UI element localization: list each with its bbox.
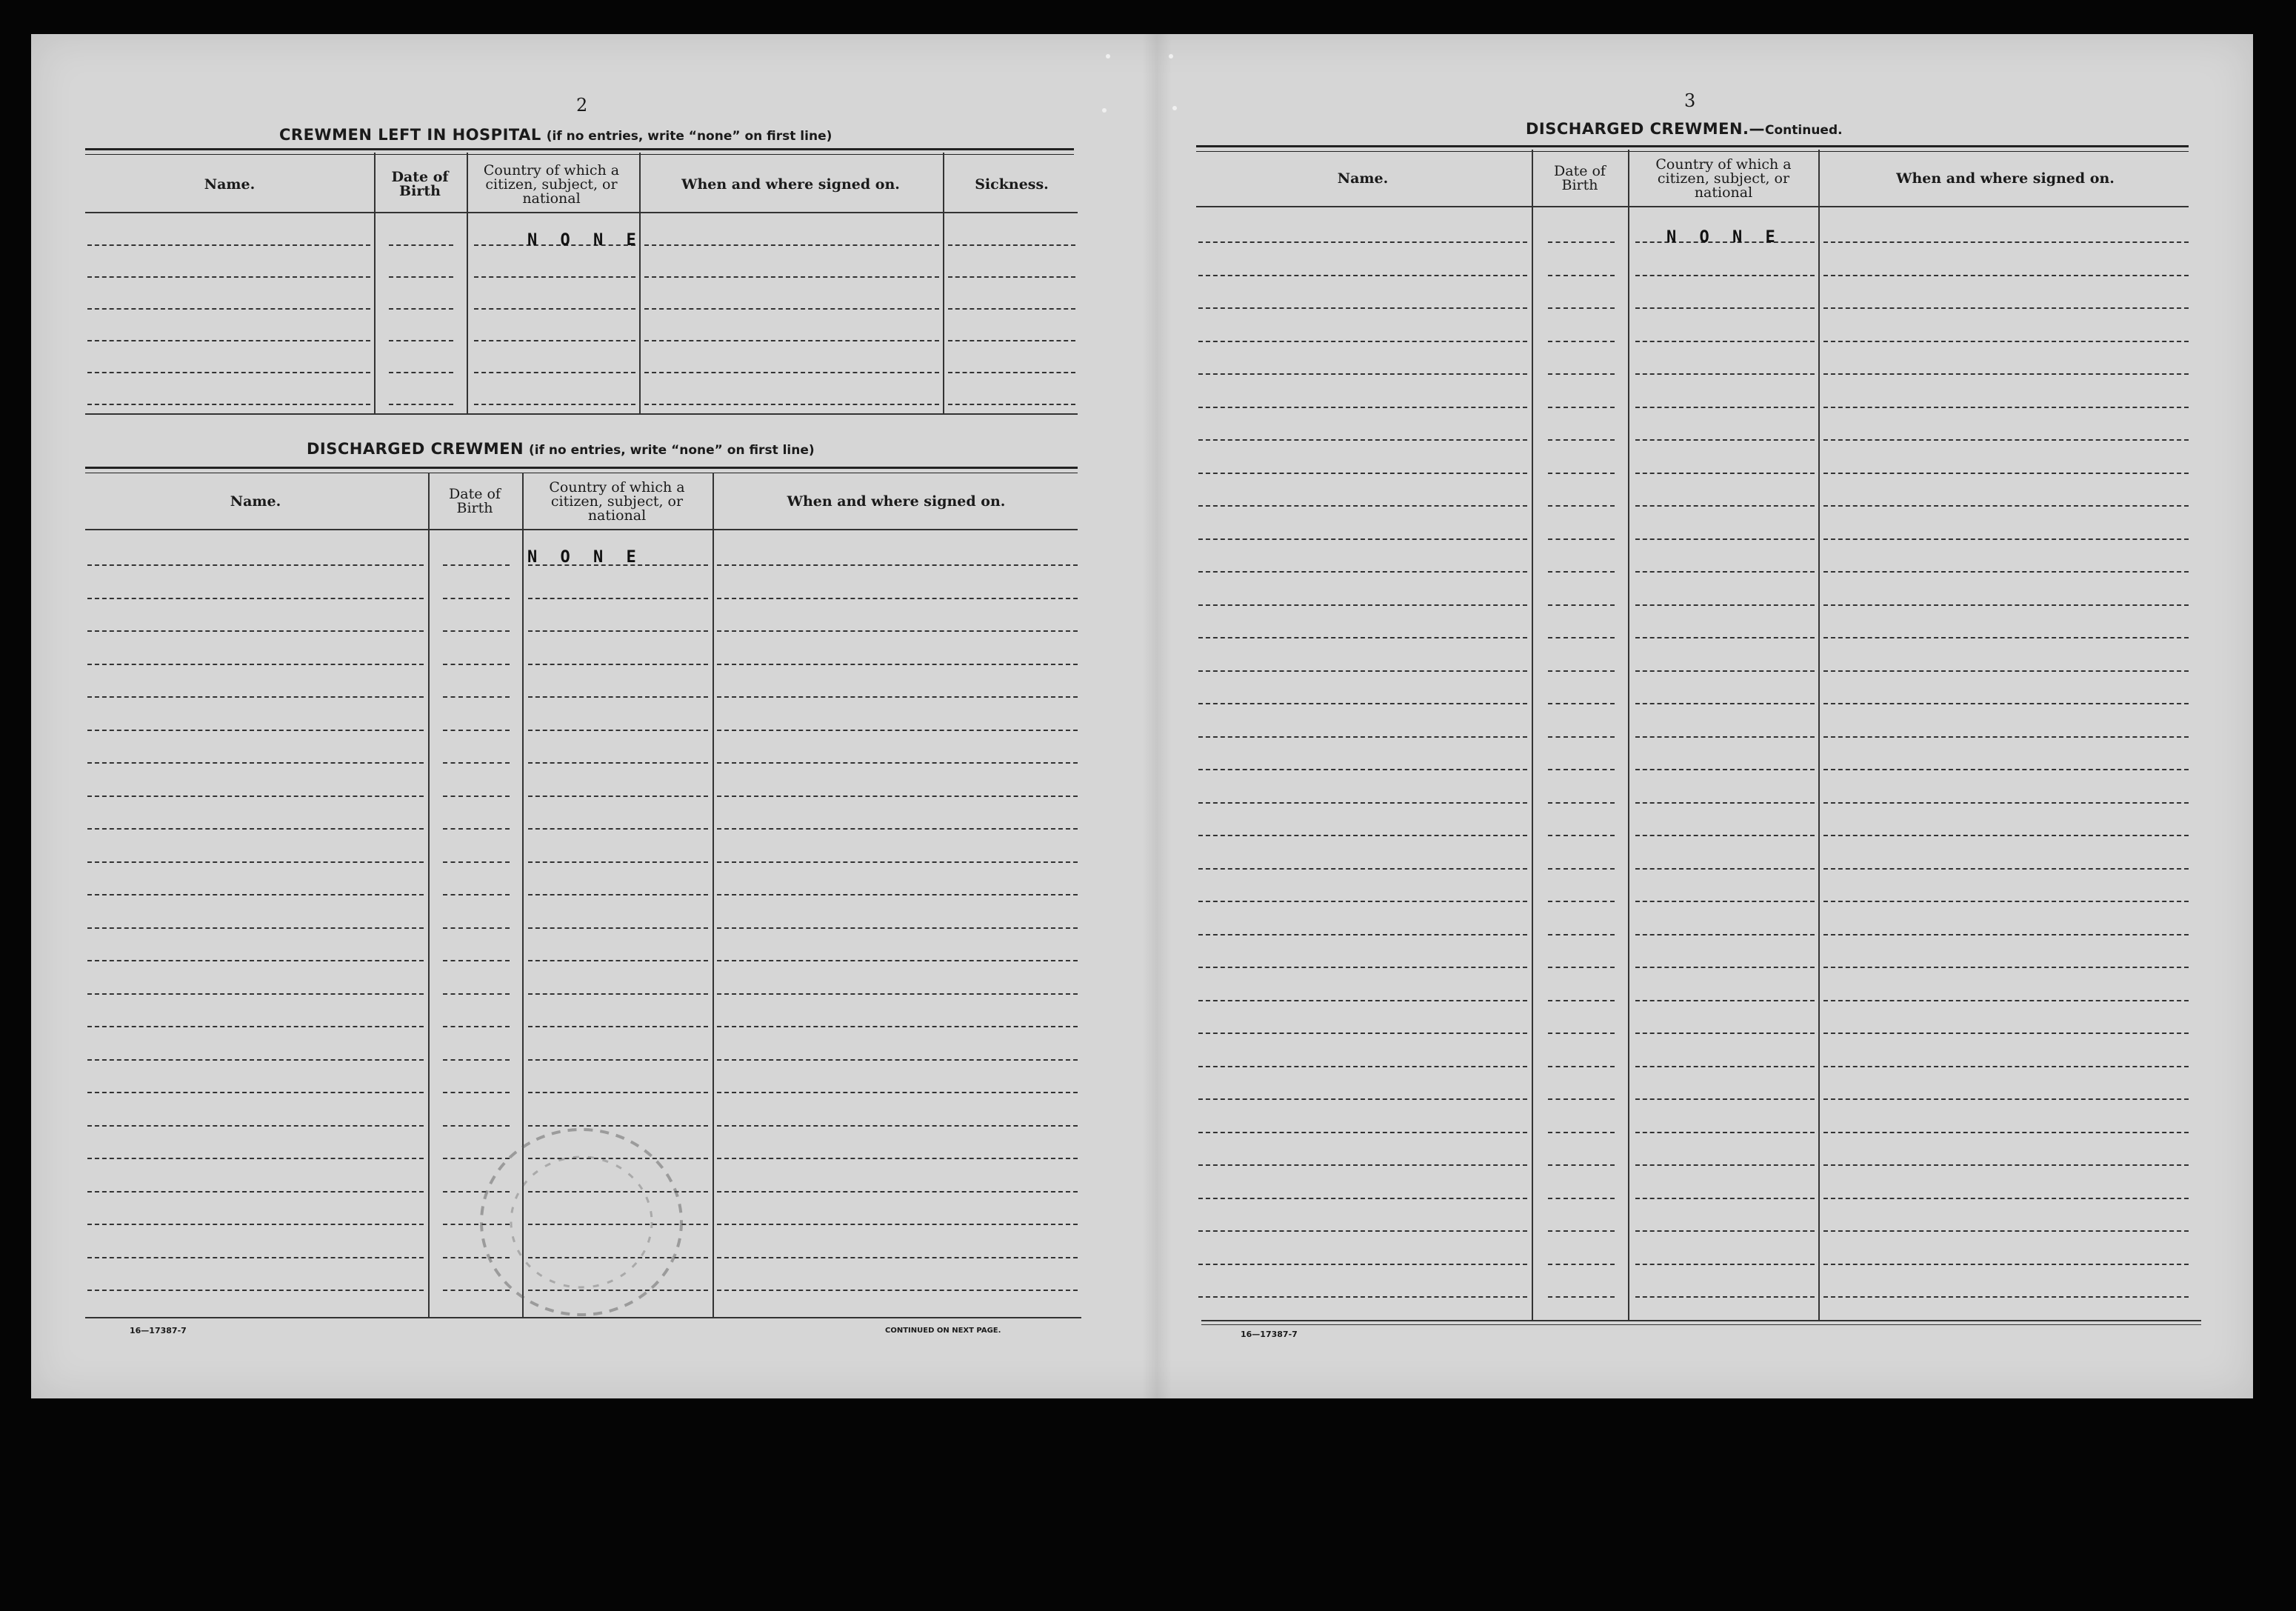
entry-line [1823, 1164, 2189, 1166]
page-fold [1142, 34, 1172, 1398]
entry-line [1823, 1264, 2189, 1265]
entry-line [1823, 1296, 2189, 1298]
entry-line [1198, 802, 1527, 804]
discharged-col-dob: Date of Birth [449, 486, 501, 516]
entry-line [1635, 407, 1815, 408]
entry-line [443, 861, 510, 863]
entry-line [1635, 769, 1815, 770]
entry-line [717, 1059, 1078, 1061]
entry-line [1635, 1264, 1815, 1265]
discharged-header-rule [85, 529, 1078, 530]
entry-line [1635, 1033, 1815, 1034]
entry-line [1635, 1198, 1815, 1199]
entry-line [1198, 1198, 1527, 1199]
entry-line [87, 598, 424, 599]
entry-line [443, 598, 510, 599]
entry-line [1823, 1198, 2189, 1199]
entry-line [443, 696, 510, 698]
entry-line [1198, 967, 1527, 968]
entry-line [1635, 373, 1815, 375]
entry-line [1548, 1264, 1615, 1265]
entry-line [528, 861, 708, 863]
entry-line [1635, 1066, 1815, 1067]
entry-line [443, 1092, 510, 1093]
entry-line [1635, 736, 1815, 738]
entry-line [1823, 670, 2189, 672]
right-col-name: Name. [1337, 170, 1389, 187]
entry-line [1548, 901, 1615, 902]
entry-line [1823, 241, 2189, 243]
entry-line [1548, 1230, 1615, 1232]
entry-line [1635, 1132, 1815, 1133]
entry-line [87, 1026, 424, 1027]
entry-line [1198, 901, 1527, 902]
entry-line [1823, 341, 2189, 342]
left-page-number: 2 [576, 95, 588, 116]
entry-line [1548, 275, 1615, 276]
entry-line [1635, 341, 1815, 342]
entry-line [1823, 505, 2189, 507]
discharged-col-name: Name. [230, 493, 281, 510]
entry-line [717, 630, 1078, 632]
entry-line [1548, 473, 1615, 474]
entry-line [1198, 670, 1527, 672]
entry-line [1823, 835, 2189, 836]
entry-line [1823, 967, 2189, 968]
entry-line [1823, 1033, 2189, 1034]
entry-line [528, 960, 708, 961]
entry-line [1823, 439, 2189, 441]
entry-line [1635, 835, 1815, 836]
entry-line [717, 1125, 1078, 1127]
entry-line [1635, 901, 1815, 902]
entry-line [1548, 407, 1615, 408]
entry-line [389, 244, 453, 246]
hospital-col-name: Name. [204, 176, 256, 193]
entry-line [474, 372, 635, 373]
entry-line [87, 1224, 424, 1225]
entry-line [1198, 439, 1527, 441]
entry-line [1548, 736, 1615, 738]
entry-line [474, 276, 635, 278]
entry-line [1548, 670, 1615, 672]
entry-line [1198, 934, 1527, 935]
hospital-col-signed-on: When and where signed on. [681, 176, 900, 193]
entry-line [1198, 736, 1527, 738]
entry-line [1635, 1098, 1815, 1100]
entry-line [443, 1026, 510, 1027]
entry-line [87, 372, 370, 373]
entry-line [389, 308, 453, 310]
right-bottom-rule [1201, 1320, 2201, 1321]
entry-line [1548, 637, 1615, 638]
entry-line [717, 861, 1078, 863]
entry-line [87, 927, 424, 929]
entry-line [1198, 769, 1527, 770]
entry-line [1198, 373, 1527, 375]
entry-line [1198, 1132, 1527, 1133]
entry-line [1198, 703, 1527, 704]
entry-line [443, 1059, 510, 1061]
right-title-text: DISCHARGED CREWMEN.— [1526, 120, 1765, 138]
entry-line [1198, 307, 1527, 309]
entry-line [528, 664, 708, 665]
right-vline [1628, 150, 1629, 1321]
right-col-country: Country of which a citizen, subject, or national [1655, 156, 1792, 201]
entry-line [1198, 868, 1527, 870]
entry-line [717, 1158, 1078, 1159]
entry-line [948, 308, 1075, 310]
entry-line [1198, 1033, 1527, 1034]
hospital-section-title [279, 126, 832, 144]
entry-line [528, 1026, 708, 1027]
left-form-number: 16—17387-7 [130, 1326, 187, 1335]
hospital-vline [374, 153, 376, 415]
right-none-entry: N O N E [1666, 228, 1782, 247]
entry-line [389, 372, 453, 373]
entry-line [1198, 1098, 1527, 1100]
entry-line [443, 664, 510, 665]
entry-line [1548, 703, 1615, 704]
entry-line [1548, 967, 1615, 968]
entry-line [948, 340, 1075, 341]
entry-line [528, 730, 708, 731]
entry-line [1635, 802, 1815, 804]
entry-line [717, 730, 1078, 731]
hospital-col-country: Country of which a citizen, subject, or national [483, 161, 620, 207]
entry-line [1823, 1132, 2189, 1133]
right-form-number: 16—17387-7 [1241, 1330, 1298, 1339]
entry-line [87, 861, 424, 863]
entry-line [644, 340, 939, 341]
entry-line [1635, 538, 1815, 540]
entry-line [717, 598, 1078, 599]
entry-line [717, 1092, 1078, 1093]
entry-line [1548, 571, 1615, 573]
entry-line [1823, 736, 2189, 738]
entry-line [1823, 934, 2189, 935]
entry-line [1198, 1296, 1527, 1298]
entry-line [1548, 1164, 1615, 1166]
entry-line [443, 730, 510, 731]
entry-line [389, 340, 453, 341]
entry-line [87, 762, 424, 764]
entry-line [528, 1059, 708, 1061]
entry-line [717, 1290, 1078, 1291]
faded-stamp [459, 1111, 704, 1333]
entry-line [87, 340, 370, 341]
entry-line [717, 993, 1078, 995]
hospital-top-rule [85, 148, 1074, 155]
scan-mark [1169, 54, 1173, 59]
discharged-vline [713, 473, 714, 1317]
entry-line [87, 894, 424, 895]
entry-line [1635, 1296, 1815, 1298]
entry-line [443, 828, 510, 830]
entry-line [1823, 275, 2189, 276]
entry-line [443, 630, 510, 632]
entry-line [1548, 1033, 1615, 1034]
entry-line [87, 828, 424, 830]
entry-line [87, 730, 424, 731]
entry-line [1548, 538, 1615, 540]
entry-line [1548, 1296, 1615, 1298]
entry-line [1548, 934, 1615, 935]
entry-line [717, 564, 1078, 566]
entry-line [1548, 802, 1615, 804]
entry-line [389, 276, 453, 278]
entry-line [717, 664, 1078, 665]
discharged-col-signed-on: When and where signed on. [787, 493, 1006, 510]
entry-line [1823, 868, 2189, 870]
entry-line [1198, 341, 1527, 342]
entry-line [717, 828, 1078, 830]
entry-line [1635, 637, 1815, 638]
entry-line [1548, 769, 1615, 770]
entry-line [1548, 505, 1615, 507]
entry-line [87, 1125, 424, 1127]
entry-line [1823, 802, 2189, 804]
entry-line [1635, 1230, 1815, 1232]
entry-line [948, 276, 1075, 278]
entry-line [717, 1191, 1078, 1193]
entry-line [717, 960, 1078, 961]
entry-line [1823, 604, 2189, 606]
entry-line [717, 796, 1078, 797]
entry-line [1548, 604, 1615, 606]
entry-line [644, 276, 939, 278]
entry-line [1198, 604, 1527, 606]
entry-line [1548, 835, 1615, 836]
entry-line [474, 404, 635, 405]
entry-line [717, 1026, 1078, 1027]
entry-line [1635, 275, 1815, 276]
entry-line [1548, 1098, 1615, 1100]
entry-line [1198, 571, 1527, 573]
entry-line [87, 664, 424, 665]
entry-line [1198, 1000, 1527, 1001]
entry-line [1548, 868, 1615, 870]
entry-line [87, 564, 424, 566]
entry-line [528, 630, 708, 632]
hospital-col-dob: Date of Birth [391, 169, 449, 199]
discharged-top-rule [85, 467, 1078, 473]
entry-line [1823, 538, 2189, 540]
entry-line [1548, 341, 1615, 342]
form-sheet [31, 34, 2253, 1398]
entry-line [644, 372, 939, 373]
entry-line [1548, 241, 1615, 243]
entry-line [1548, 1132, 1615, 1133]
entry-line [87, 1158, 424, 1159]
entry-line [1548, 1198, 1615, 1199]
discharged-col-country: Country of which a citizen, subject, or national [549, 478, 685, 524]
right-bottom-rule-inner [1201, 1324, 2201, 1325]
right-title-suffix: Continued. [1765, 123, 1843, 138]
scan-mark [1106, 54, 1110, 59]
entry-line [87, 960, 424, 961]
entry-line [87, 1092, 424, 1093]
entry-line [528, 762, 708, 764]
hospital-vline [467, 153, 468, 415]
entry-line [948, 404, 1075, 405]
entry-line [1548, 307, 1615, 309]
entry-line [644, 308, 939, 310]
entry-line [1198, 241, 1527, 243]
right-vline [1818, 150, 1820, 1321]
entry-line [87, 276, 370, 278]
entry-line [528, 796, 708, 797]
entry-line [1198, 1066, 1527, 1067]
scan-mark [1102, 108, 1107, 113]
entry-line [1198, 275, 1527, 276]
entry-line [1823, 1066, 2189, 1067]
entry-line [644, 404, 939, 405]
entry-line [1823, 703, 2189, 704]
right-vline [1532, 150, 1533, 1321]
entry-line [87, 630, 424, 632]
entry-line [717, 762, 1078, 764]
entry-line [443, 796, 510, 797]
entry-line [1635, 703, 1815, 704]
entry-line [644, 244, 939, 246]
entry-line [1198, 1264, 1527, 1265]
discharged-title-text: DISCHARGED CREWMEN [307, 440, 524, 458]
right-col-signed-on: When and where signed on. [1896, 170, 2115, 187]
entry-line [443, 894, 510, 895]
continued-note: CONTINUED ON NEXT PAGE. [885, 1327, 1001, 1335]
entry-line [1198, 835, 1527, 836]
entry-line [1548, 1066, 1615, 1067]
discharged-vline [428, 473, 430, 1317]
entry-line [717, 1224, 1078, 1225]
entry-line [528, 598, 708, 599]
entry-line [1823, 637, 2189, 638]
entry-line [717, 894, 1078, 895]
entry-line [87, 696, 424, 698]
entry-line [1635, 934, 1815, 935]
hospital-instruction-text: (if no entries, write “none” on first line) [546, 129, 832, 144]
entry-line [87, 1191, 424, 1193]
entry-line [1198, 637, 1527, 638]
entry-line [1548, 1000, 1615, 1001]
entry-line [443, 993, 510, 995]
entry-line [1823, 1098, 2189, 1100]
entry-line [1635, 670, 1815, 672]
right-section-title [1526, 120, 1843, 138]
entry-line [717, 927, 1078, 929]
entry-line [1635, 604, 1815, 606]
entry-line [1635, 473, 1815, 474]
entry-line [948, 372, 1075, 373]
entry-line [1198, 538, 1527, 540]
entry-line [1635, 307, 1815, 309]
entry-line [1823, 473, 2189, 474]
entry-line [1635, 505, 1815, 507]
hospital-title-text: CREWMEN LEFT IN HOSPITAL [279, 126, 541, 144]
hospital-none-entry: N O N E [527, 231, 643, 250]
entry-line [528, 696, 708, 698]
entry-line [1198, 1230, 1527, 1232]
entry-line [1635, 1000, 1815, 1001]
entry-line [443, 564, 510, 566]
entry-line [1823, 769, 2189, 770]
entry-line [1198, 407, 1527, 408]
entry-line [1198, 505, 1527, 507]
hospital-col-sickness: Sickness. [975, 176, 1049, 193]
entry-line [87, 308, 370, 310]
discharged-none-entry: N O N E [527, 548, 643, 567]
hospital-header-rule [85, 212, 1078, 213]
entry-line [1635, 967, 1815, 968]
hospital-bottom-rule [85, 413, 1078, 415]
entry-line [1198, 473, 1527, 474]
right-top-rule [1196, 145, 2189, 152]
right-page-number: 3 [1684, 90, 1696, 111]
entry-line [1823, 571, 2189, 573]
entry-line [87, 1059, 424, 1061]
entry-line [87, 1257, 424, 1258]
entry-line [87, 796, 424, 797]
entry-line [1635, 1164, 1815, 1166]
entry-line [528, 828, 708, 830]
entry-line [1823, 407, 2189, 408]
entry-line [1635, 571, 1815, 573]
hospital-vline [639, 153, 641, 415]
entry-line [87, 404, 370, 405]
entry-line [474, 340, 635, 341]
entry-line [1823, 1000, 2189, 1001]
entry-line [1823, 901, 2189, 902]
discharged-instruction-text: (if no entries, write “none” on first line) [528, 443, 815, 458]
entry-line [528, 993, 708, 995]
entry-line [443, 960, 510, 961]
right-col-dob: Date of Birth [1554, 163, 1606, 193]
entry-line [717, 696, 1078, 698]
entry-line [87, 1290, 424, 1291]
entry-line [389, 404, 453, 405]
right-header-rule [1196, 206, 2189, 207]
entry-line [528, 894, 708, 895]
entry-line [1823, 307, 2189, 309]
scan-mark [1172, 106, 1177, 110]
entry-line [1635, 439, 1815, 441]
discharged-section-title [307, 440, 815, 458]
entry-line [443, 762, 510, 764]
entry-line [1823, 1230, 2189, 1232]
entry-line [1635, 868, 1815, 870]
entry-line [528, 927, 708, 929]
entry-line [528, 1092, 708, 1093]
entry-line [948, 244, 1075, 246]
entry-line [443, 927, 510, 929]
entry-line [87, 244, 370, 246]
entry-line [717, 1257, 1078, 1258]
entry-line [1548, 439, 1615, 441]
hospital-vline [943, 153, 944, 415]
entry-line [1198, 1164, 1527, 1166]
entry-line [1548, 373, 1615, 375]
entry-line [474, 308, 635, 310]
entry-line [87, 993, 424, 995]
entry-line [1823, 373, 2189, 375]
